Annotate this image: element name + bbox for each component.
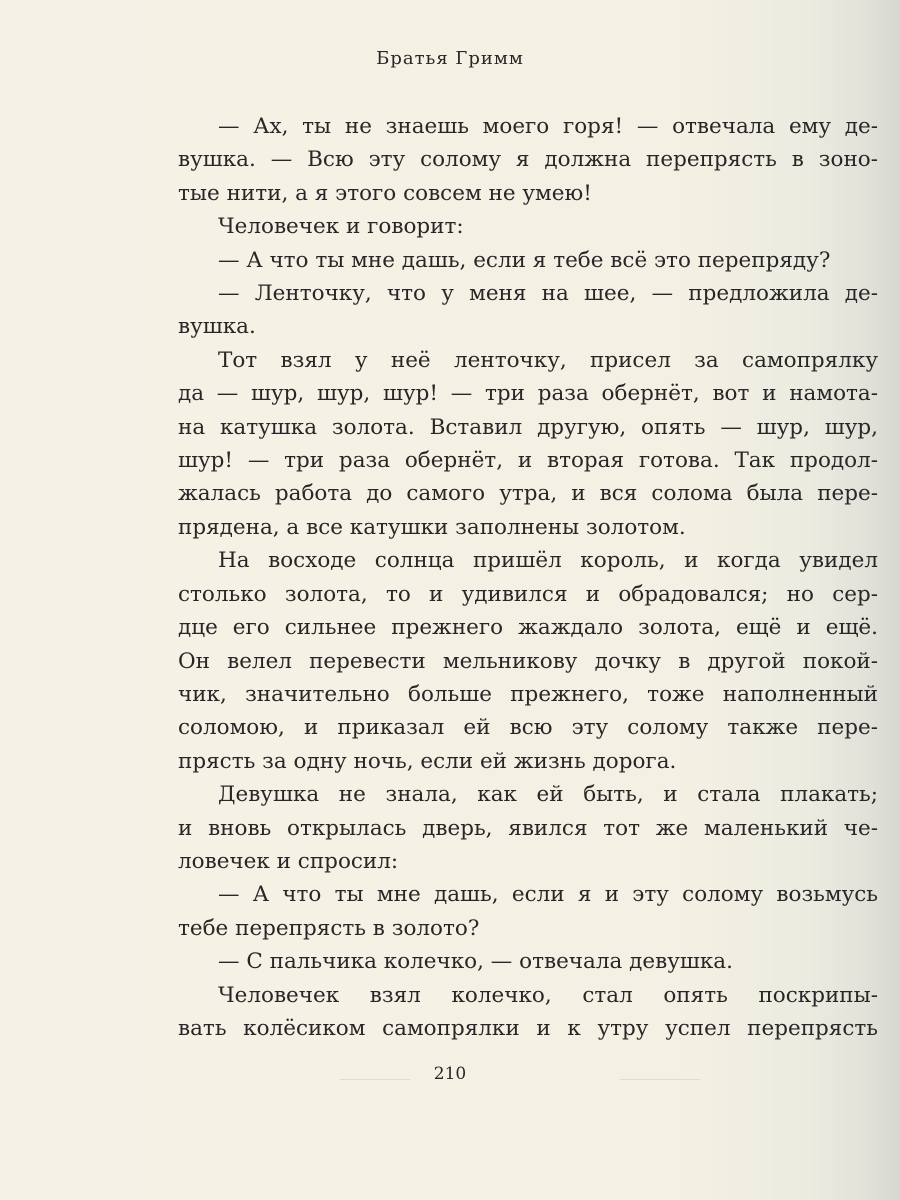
text-line: дце его сильнее прежнего жаждало золота, ещё и ещё. (178, 615, 878, 641)
text-line: шур! — три раза обернёт, и вторая готова. Так продол- (178, 448, 878, 474)
text-line: чик, значительно больше прежнего, тоже наполненный (178, 681, 878, 707)
page-number: 210 (433, 1064, 467, 1084)
text-line: жалась работа до самого утра, и вся солома была пере- (178, 481, 878, 507)
text-line: На восходе солнца пришёл король, и когда увидел (218, 548, 878, 574)
text-line: вушка. (178, 314, 256, 340)
text-line: — А что ты мне дашь, если я тебе всё это перепряду? (218, 247, 831, 273)
text-line: столько золота, то и удивился и обрадовался; но сер- (178, 581, 878, 607)
text-line: соломою, и приказал ей всю эту солому также пере- (178, 715, 878, 741)
text-line: — А что ты мне дашь, если я и эту солому возьмусь (218, 882, 878, 908)
text-line: вать колёсиком самопрялки и к утру успел перепрясть (178, 1015, 878, 1041)
text-line: да — шур, шур, шур! — три раза обернёт, вот и намота- (178, 381, 878, 407)
running-header: Братья Гримм (376, 48, 524, 69)
text-line: и вновь открылась дверь, явился тот же маленький че- (178, 815, 878, 841)
page-body-text (178, 110, 878, 1045)
text-line: тебе перепрясть в золото? (178, 915, 480, 941)
text-line: вушка. — Всю эту солому я должна перепрясть в зоно- (178, 147, 878, 173)
text-line: Он велел перевести мельникову дочку в другой покой- (178, 648, 878, 674)
text-line: Девушка не знала, как ей быть, и стала плакать; (218, 782, 878, 808)
text-line: Человечек взял колечко, стал опять поскрипы- (218, 982, 878, 1008)
text-line: на катушка золота. Вставил другую, опять — шур, шур, (178, 414, 878, 440)
text-line: прясть за одну ночь, если ей жизнь дорога. (178, 748, 677, 774)
text-line: Тот взял у неё ленточку, присел за самопрялку (218, 347, 878, 373)
text-line: прядена, а все катушки заполнены золотом. (178, 514, 686, 540)
text-line: ловечек и спросил: (178, 848, 399, 874)
text-line: Человечек и говорит: (218, 214, 464, 240)
text-line: — Ах, ты не знаешь моего горя! — отвечала ему де- (218, 114, 878, 139)
text-line: — С пальчика колечко, — отвечала девушка. (218, 949, 733, 975)
text-line: тые нити, а я этого совсем не умею! (178, 180, 592, 206)
text-line: — Ленточку, что у меня на шее, — предложила де- (218, 281, 878, 307)
